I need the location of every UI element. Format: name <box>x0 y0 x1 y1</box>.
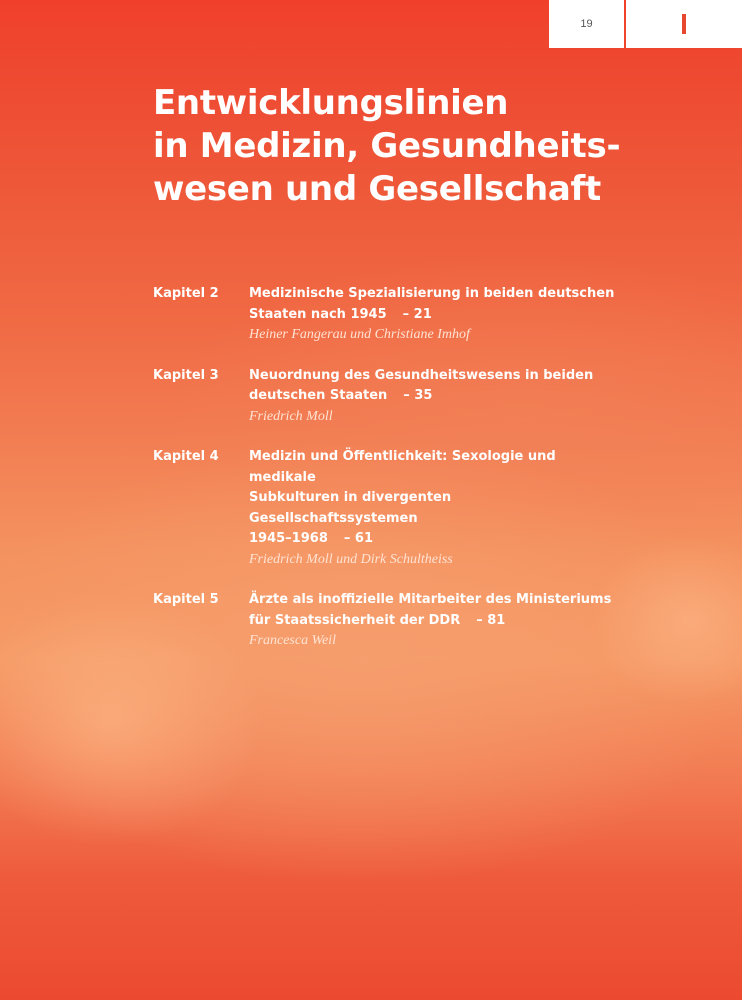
chapter-title-line: Medizin und Öffentlichkeit: Sexologie und medikale <box>249 449 556 485</box>
table-of-contents <box>153 284 623 672</box>
chapter-title <box>249 284 623 325</box>
chapter-title <box>249 366 623 407</box>
toc-entry-kapitel-2[interactable] <box>153 284 623 346</box>
chapter-title-text: Staaten nach 1945 <box>249 306 387 322</box>
chapter-title-line: Medizinische Spezialisierung in beiden deutschen <box>249 286 615 301</box>
chapter-title-text: 1945–1968 <box>249 531 328 546</box>
page-number-text: 19 <box>580 18 593 30</box>
entry-body <box>249 366 623 428</box>
entry-body <box>249 590 623 652</box>
chapter-title-line-last <box>249 611 623 632</box>
toc-entry-kapitel-4[interactable] <box>153 447 623 570</box>
chapter-title-line: Ärzte als inoffizielle Mitarbeiter des Ministeriums <box>249 592 612 607</box>
page-reference[interactable]: – 61 <box>343 531 373 546</box>
page-reference[interactable]: – 35 <box>403 388 433 403</box>
chapter-label: Kapitel 3 <box>153 367 219 383</box>
chapter-title <box>249 447 623 550</box>
toc-entry-kapitel-5[interactable] <box>153 590 623 652</box>
part-title-line: wesen und Gesellschaft <box>153 169 601 209</box>
chapter-label: Kapitel 5 <box>153 592 219 607</box>
section-marker <box>682 14 686 34</box>
page-reference[interactable]: – 21 <box>402 306 432 322</box>
chapter-title-line-last <box>249 386 623 407</box>
chapter-title-line-last <box>249 529 623 550</box>
chapter-authors: Francesca Weil <box>249 633 336 648</box>
part-title-line: in Medizin, Gesundheits- <box>153 126 621 166</box>
chapter-label: Kapitel 2 <box>153 286 219 301</box>
page-number <box>549 0 624 48</box>
chapter-title <box>249 590 623 631</box>
chapter-authors: Friedrich Moll und Dirk Schultheiss <box>249 551 453 567</box>
chapter-authors: Friedrich Moll <box>249 408 333 424</box>
entry-body <box>249 284 623 346</box>
entry-body <box>249 447 623 570</box>
chapter-title-text: deutschen Staaten <box>249 388 388 403</box>
chapter-label: Kapitel 4 <box>153 449 219 464</box>
toc-entry-kapitel-3[interactable] <box>153 366 623 428</box>
part-title-line: Entwicklungslinien <box>153 83 509 123</box>
part-title <box>153 82 673 211</box>
page-header <box>549 0 742 48</box>
chapter-title-text: für Staatssicherheit der DDR <box>249 612 461 628</box>
chapter-title-line: Neuordnung des Gesundheitswesens in beiden <box>249 367 594 383</box>
page-reference[interactable]: – 81 <box>476 612 506 628</box>
chapter-title-line-last <box>249 305 623 326</box>
section-tab <box>626 0 742 48</box>
chapter-title-line: Subkulturen in divergenten Gesellschaftssystemen <box>249 490 452 526</box>
chapter-authors: Heiner Fangerau und Christiane Imhof <box>249 327 470 342</box>
